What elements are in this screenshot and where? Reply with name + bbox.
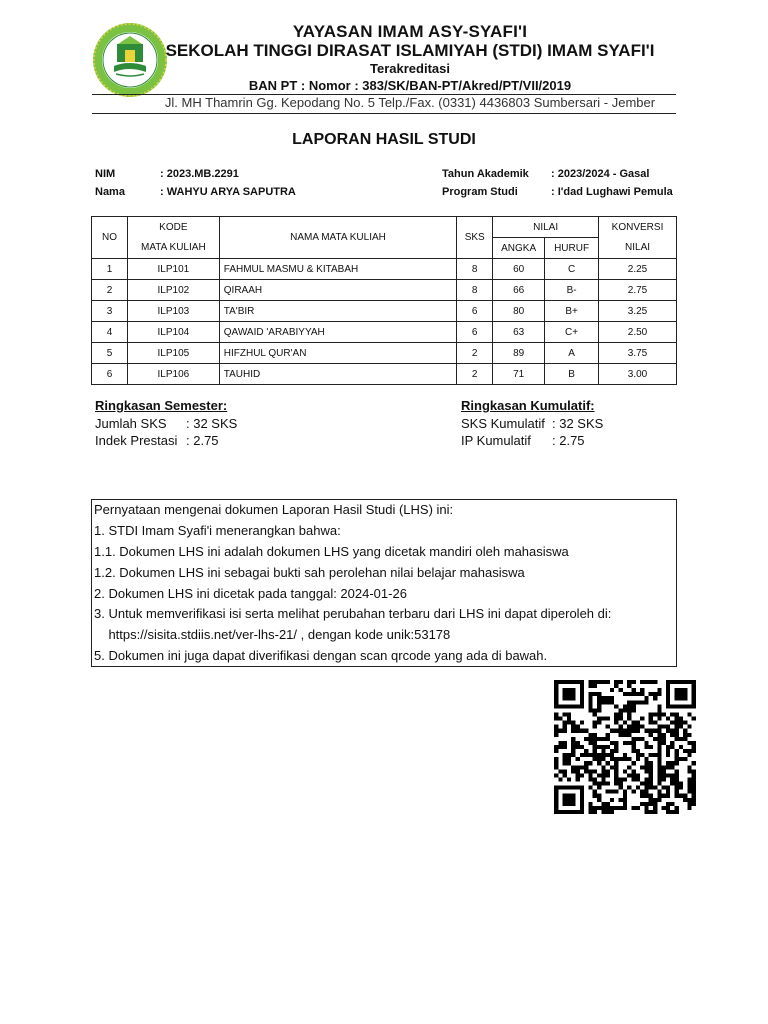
institution-logo [92,22,168,98]
jumlah-sks-value: : 32 SKS [186,416,238,431]
grades-table [91,216,677,385]
academic-year-value: : 2023/2024 - Gasal [551,168,650,180]
cell-kode: ILP105 [127,343,219,364]
statement-box [91,499,677,667]
cell-no: 1 [92,259,128,280]
ip-value: : 2.75 [186,433,219,448]
header-divider-bottom [92,113,676,114]
ip-kumulatif-label: IP Kumulatif [461,433,531,448]
ip-kumulatif-value: : 2.75 [552,433,585,448]
header-kode-top: KODE [127,217,219,238]
cumulative-summary-title: Ringkasan Kumulatif: [461,398,595,413]
cell-konversi: 3.00 [599,364,677,385]
cell-sks: 2 [457,343,493,364]
table-row [92,343,677,364]
institution-address: Jl. MH Thamrin Gg. Kepodang No. 5 Telp./Fax. (0331) 4436803 Sumbersari - Jember [164,95,656,110]
cell-huruf: B+ [545,301,599,322]
program-label: Program Studi [442,186,518,198]
sks-kumulatif-label: SKS Kumulatif [461,416,545,431]
cell-angka: 60 [493,259,545,280]
cell-no: 4 [92,322,128,343]
cell-huruf: C+ [545,322,599,343]
cell-nama: QAWAID 'ARABIYYAH [219,322,456,343]
header-no: NO [92,217,128,259]
verification-qr-code [554,680,696,814]
header-sks: SKS [457,217,493,259]
cell-nama: TAUHID [219,364,456,385]
name-value: : WAHYU ARYA SAPUTRA [160,186,296,198]
cell-sks: 6 [457,301,493,322]
table-row [92,364,677,385]
accreditation-status: Terakreditasi [370,61,450,76]
cell-angka: 66 [493,280,545,301]
cell-kode: ILP104 [127,322,219,343]
cell-angka: 63 [493,322,545,343]
header-nilai: NILAI [493,217,599,238]
cell-sks: 8 [457,259,493,280]
cell-nama: TA'BIR [219,301,456,322]
cell-nama: FAHMUL MASMU & KITABAH [219,259,456,280]
cell-nama: QIRAAH [219,280,456,301]
cell-konversi: 2.50 [599,322,677,343]
statement-line: 2. Dokumen LHS ini dicetak pada tanggal: 2024-01-26 [94,586,407,601]
table-row [92,259,677,280]
statement-line: 1.2. Dokumen LHS ini sebagai bukti sah perolehan nilai belajar mahasiswa [94,565,525,580]
cell-no: 5 [92,343,128,364]
ban-pt-number: BAN PT : Nomor : 383/SK/BAN-PT/Akred/PT/VII/2019 [248,78,572,93]
statement-line: 3. Untuk memverifikasi isi serta melihat perubahan terbaru dari LHS ini dapat diperoleh di: [94,606,612,621]
cell-sks: 8 [457,280,493,301]
semester-summary-title: Ringkasan Semester: [95,398,228,413]
program-value: : I'dad Lughawi Pemula [551,186,673,198]
cell-huruf: C [545,259,599,280]
cell-no: 2 [92,280,128,301]
cell-konversi: 2.75 [599,280,677,301]
cell-huruf: B- [545,280,599,301]
header-konversi-bottom: NILAI [599,238,677,259]
sks-kumulatif-value: : 32 SKS [552,416,604,431]
cell-konversi: 3.75 [599,343,677,364]
table-row [92,322,677,343]
nim-value: : 2023.MB.2291 [160,168,239,180]
table-row [92,301,677,322]
statement-line: Pernyataan mengenai dokumen Laporan Hasil Studi (LHS) ini: [94,502,454,517]
verification-url-line[interactable]: https://sisita.stdiis.net/ver-lhs-21/ , dengan kode unik:53178 [94,627,451,642]
foundation-name: YAYASAN IMAM ASY-SYAFI'I [292,22,528,41]
statement-line: 1. STDI Imam Syafi'i menerangkan bahwa: [94,523,341,538]
cell-angka: 80 [493,301,545,322]
header-nama: NAMA MATA KULIAH [219,217,456,259]
cell-sks: 6 [457,322,493,343]
cell-konversi: 3.25 [599,301,677,322]
academic-year-label: Tahun Akademik [442,168,529,180]
cell-huruf: B [545,364,599,385]
name-label: Nama [95,186,125,198]
cell-kode: ILP106 [127,364,219,385]
institution-name: SEKOLAH TINGGI DIRASAT ISLAMIYAH (STDI) IMAM SYAFI'I [165,41,655,60]
header-huruf: HURUF [545,238,599,259]
cell-kode: ILP102 [127,280,219,301]
statement-line: 5. Dokumen ini juga dapat diverifikasi dengan scan qrcode yang ada di bawah. [94,648,548,663]
document-title: LAPORAN HASIL STUDI [292,131,476,148]
header-kode-bottom: MATA KULIAH [127,238,219,259]
cell-kode: ILP103 [127,301,219,322]
cell-huruf: A [545,343,599,364]
cell-nama: HIFZHUL QUR'AN [219,343,456,364]
header-konversi-top: KONVERSI [599,217,677,238]
cell-sks: 2 [457,364,493,385]
cell-angka: 89 [493,343,545,364]
nim-label: NIM [95,168,116,180]
table-row [92,280,677,301]
cell-kode: ILP101 [127,259,219,280]
cell-angka: 71 [493,364,545,385]
ip-label: Indek Prestasi [95,433,178,448]
jumlah-sks-label: Jumlah SKS [95,416,167,431]
cell-no: 6 [92,364,128,385]
cell-konversi: 2.25 [599,259,677,280]
statement-line: 1.1. Dokumen LHS ini adalah dokumen LHS yang dicetak mandiri oleh mahasiswa [94,544,569,559]
header-angka: ANGKA [493,238,545,259]
cell-no: 3 [92,301,128,322]
